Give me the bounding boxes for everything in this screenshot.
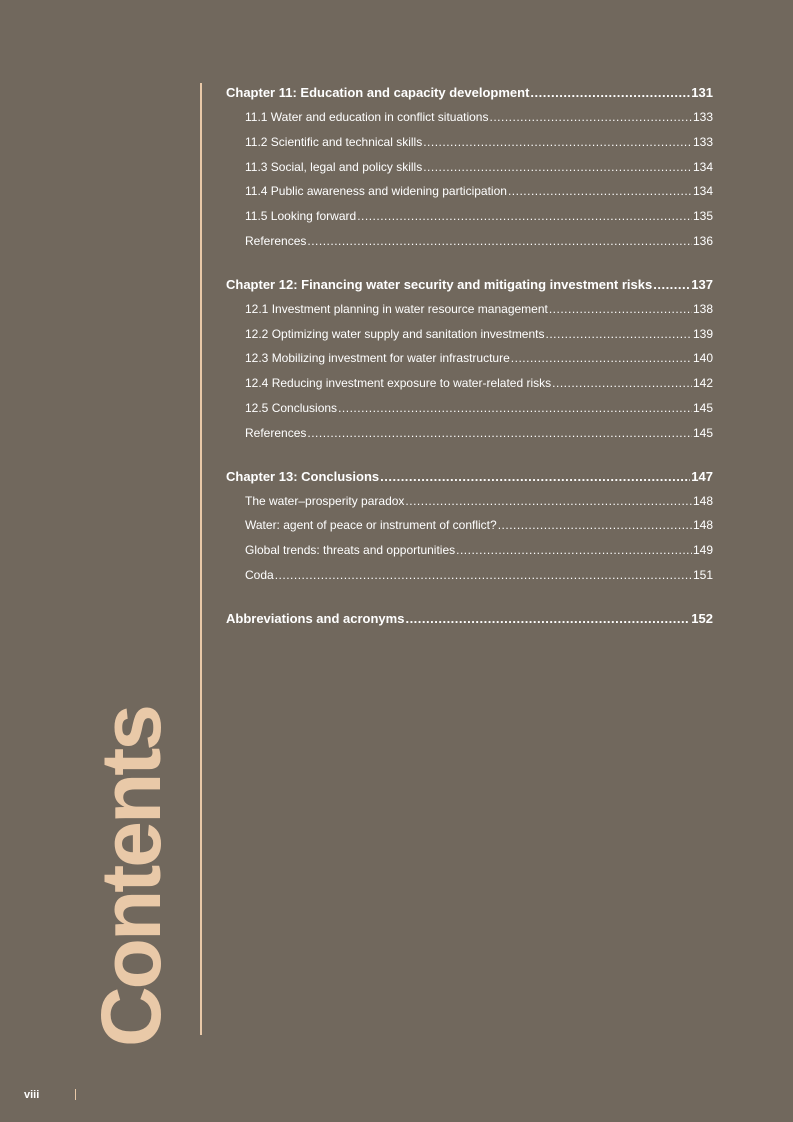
dot-leader xyxy=(511,349,692,367)
dot-leader xyxy=(380,468,690,486)
toc-page-number: 133 xyxy=(692,110,713,124)
footer-divider xyxy=(75,1089,76,1100)
toc-page-number: 136 xyxy=(692,233,713,248)
toc-entry[interactable] xyxy=(226,424,713,449)
dot-leader xyxy=(275,566,692,584)
toc-chapter-title: Abbreviations and acronyms xyxy=(226,610,405,626)
toc-entry-label: Coda xyxy=(245,567,274,582)
toc-entry[interactable] xyxy=(226,325,713,350)
toc-entry-label: 11.4 Public awareness and widening participation xyxy=(245,184,507,199)
toc-page-number: 135 xyxy=(692,209,713,224)
toc-entry-label: 12.3 Mobilizing investment for water infrastructure xyxy=(245,351,510,366)
dot-leader xyxy=(456,541,692,559)
toc-page-number: 133 xyxy=(692,134,713,149)
toc-entry-label: The water–prosperity paradox xyxy=(245,493,405,508)
dot-leader xyxy=(508,182,692,200)
toc-page-number: 134 xyxy=(692,159,713,174)
table-of-contents xyxy=(226,84,713,634)
toc-page-number: 134 xyxy=(692,184,713,199)
toc-page-number: 148 xyxy=(692,518,713,533)
toc-chapter-title: Chapter 11: Education and capacity development xyxy=(226,85,530,100)
toc-page-number: 149 xyxy=(692,543,713,558)
toc-entry[interactable] xyxy=(226,541,713,566)
dot-leader xyxy=(489,108,691,126)
toc-entry[interactable] xyxy=(226,182,713,207)
toc-chapter-12[interactable] xyxy=(226,276,713,300)
dot-leader xyxy=(405,610,690,628)
toc-entry[interactable] xyxy=(226,492,713,517)
dot-leader xyxy=(307,232,692,250)
toc-entry[interactable] xyxy=(226,516,713,541)
toc-entry[interactable] xyxy=(226,374,713,399)
toc-page-number: 145 xyxy=(692,400,713,415)
toc-entry-label: Water: agent of peace or instrument of conflict? xyxy=(245,518,497,533)
toc-entry-label: References xyxy=(245,425,307,440)
toc-entry-label: 12.4 Reducing investment exposure to water-related risks xyxy=(245,376,552,391)
dot-leader xyxy=(307,424,692,442)
toc-entry-label: 11.1 Water and education in conflict situations xyxy=(245,110,489,124)
dot-leader xyxy=(549,300,692,318)
toc-entry[interactable] xyxy=(226,566,713,591)
toc-page-number: 131 xyxy=(691,85,713,100)
toc-abbreviations[interactable] xyxy=(226,610,713,634)
toc-page-number: 138 xyxy=(692,301,713,316)
dot-leader xyxy=(653,276,690,294)
toc-entry[interactable] xyxy=(226,399,713,424)
dot-leader xyxy=(423,133,692,151)
toc-entry-label: 11.2 Scientific and technical skills xyxy=(245,134,423,149)
toc-chapter-title: Chapter 13: Conclusions xyxy=(226,468,380,484)
divider-line xyxy=(200,83,202,1035)
toc-entry-label: 11.3 Social, legal and policy skills xyxy=(245,159,423,174)
footer-page-number: viii xyxy=(24,1089,40,1101)
toc-entry-label: 12.1 Investment planning in water resource management xyxy=(245,301,548,316)
dot-leader xyxy=(546,325,692,343)
toc-chapter-title: Chapter 12: Financing water security and mitigating investment risks xyxy=(226,276,653,292)
dot-leader xyxy=(423,158,692,176)
toc-page-number: 147 xyxy=(691,468,713,484)
toc-page-number: 137 xyxy=(691,276,713,292)
toc-entry[interactable] xyxy=(226,207,713,232)
page-title: Contents xyxy=(84,707,178,1047)
toc-page-number: 139 xyxy=(692,326,713,341)
toc-entry-label: Global trends: threats and opportunities xyxy=(245,543,456,558)
dot-leader xyxy=(338,399,692,417)
toc-entry-label: References xyxy=(245,233,307,248)
toc-entry[interactable] xyxy=(226,108,713,133)
toc-entry[interactable] xyxy=(226,133,713,158)
toc-entry-label: 11.5 Looking forward xyxy=(245,209,357,224)
toc-entry-label: 12.2 Optimizing water supply and sanitation investments xyxy=(245,326,545,341)
dot-leader xyxy=(498,516,692,534)
toc-chapter-11[interactable] xyxy=(226,84,713,108)
toc-entry[interactable] xyxy=(226,349,713,374)
toc-page-number: 142 xyxy=(692,376,713,391)
toc-entry-label: 12.5 Conclusions xyxy=(245,400,338,415)
toc-page-number: 145 xyxy=(692,425,713,440)
dot-leader xyxy=(530,84,690,102)
toc-entry[interactable] xyxy=(226,158,713,183)
dot-leader xyxy=(357,207,692,225)
toc-page-number: 140 xyxy=(692,351,713,366)
toc-entry[interactable] xyxy=(226,300,713,325)
toc-entry[interactable] xyxy=(226,232,713,257)
toc-page-number: 148 xyxy=(692,493,713,508)
dot-leader xyxy=(552,374,692,392)
toc-page-number: 152 xyxy=(691,610,713,626)
toc-chapter-13[interactable] xyxy=(226,468,713,492)
dot-leader xyxy=(405,492,692,510)
toc-page-number: 151 xyxy=(692,567,713,582)
